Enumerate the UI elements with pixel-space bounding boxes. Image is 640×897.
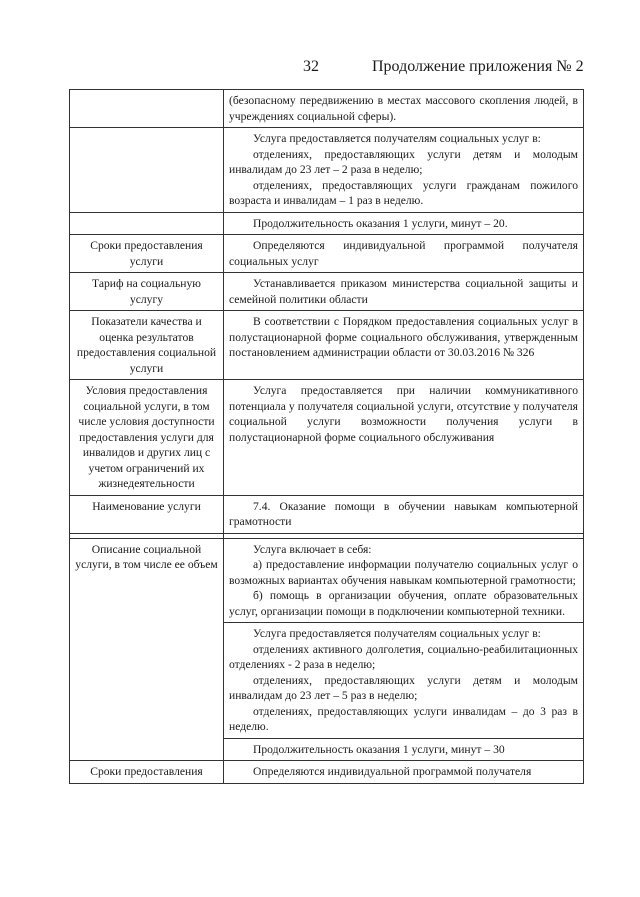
paragraph: а) предоставление информации получателю социальных услуг о возможных вариантах обучения навыкам компьютерной грамотности;: [229, 558, 578, 587]
paragraph: отделениях, предоставляющих услуги инвалидам – до 3 раз в неделю.: [229, 704, 578, 733]
paragraph: Услуга включает в себя:: [253, 542, 372, 556]
paragraph: Продолжительность оказания 1 услуги, минут – 30: [253, 742, 505, 756]
row-label-empty: [70, 212, 224, 235]
row-content: [224, 128, 584, 213]
table-row: [70, 128, 584, 213]
row-label: Тариф на социальную услугу: [70, 273, 224, 311]
row-label: Наименование услуги: [70, 495, 224, 533]
row-content: [224, 738, 584, 761]
table-row: [70, 311, 584, 380]
row-content: [224, 273, 584, 311]
row-content: [224, 311, 584, 380]
table-row: [70, 538, 584, 623]
row-label: Описание социальной услуги, в том числе ее объем: [70, 538, 224, 761]
paragraph: отделениях, предоставляющих услуги детям и молодым инвалидам до 23 лет – 2 раза в неделю;: [229, 147, 578, 176]
paragraph: Продолжительность оказания 1 услуги, минут – 20.: [253, 216, 508, 230]
row-label: Сроки предоставления: [70, 761, 224, 784]
row-content: [224, 380, 584, 496]
service-table: [69, 89, 584, 784]
paragraph: (безопасному передвижению в местах массового скопления людей, в учреждениях социальной сферы).: [229, 94, 578, 123]
table-row: [70, 495, 584, 533]
row-content: [224, 623, 584, 739]
paragraph: отделениях активного долголетия, социально-реабилитационных отделениях - 2 раза в неделю;: [229, 642, 578, 671]
row-label: Показатели качества и оценка результатов предоставления социальной услуги: [70, 311, 224, 380]
page-header-title: Продолжение приложения № 2: [372, 58, 584, 75]
row-label: Условия предоставления социальной услуги, в том числе условия доступности предоставления услуги для инвалидов и других лиц с учетом ограничений их жизнедеятельности: [70, 380, 224, 496]
table-row: [70, 235, 584, 273]
page-number: 32: [303, 58, 319, 75]
paragraph: 7.4. Оказание помощи в обучении навыкам компьютерной грамотности: [229, 499, 578, 528]
row-content: [224, 538, 584, 623]
table-row: [70, 90, 584, 128]
paragraph: В соответствии с Порядком предоставления социальных услуг в полустационарной форме социального обслуживания, утвержденным постановлением администрации области от 30.03.2016 № 326: [229, 315, 578, 359]
row-label: [70, 90, 224, 128]
row-content: [224, 212, 584, 235]
table-row: [70, 761, 584, 784]
table-row: [70, 380, 584, 496]
row-label-empty: [70, 128, 224, 213]
paragraph: б) помощь в организации обучения, оплате образовательных услуг, организации помощи в подключении компьютерной техники.: [229, 589, 578, 618]
paragraph: отделениях, предоставляющих услуги гражданам пожилого возраста и инвалидам – 1 раз в неделю.: [229, 178, 578, 207]
paragraph: отделениях, предоставляющих услуги детям и молодым инвалидам до 23 лет – 5 раз в неделю;: [229, 673, 578, 702]
paragraph: Устанавливается приказом министерства социальной защиты и семейной политики области: [229, 277, 578, 306]
table-row: [70, 273, 584, 311]
paragraph: Услуга предоставляется получателям социальных услуг в:: [253, 132, 541, 145]
paragraph: Услуга предоставляется при наличии коммуникативного потенциала у получателя социальной услуги, отсутствие у получателя социальной услуги возможности получения услуги в полустационарной форме социального обслуживания: [229, 384, 578, 444]
table-row: [70, 212, 584, 235]
row-content: [224, 235, 584, 273]
row-content: [224, 761, 584, 784]
paragraph: Определяются индивидуальной программой получателя: [253, 765, 532, 778]
paragraph: Услуга предоставляется получателям социальных услуг в:: [253, 627, 541, 640]
row-content: [224, 90, 584, 128]
row-label: Сроки предоставления услуги: [70, 235, 224, 273]
paragraph: Определяются индивидуальной программой получателя социальных услуг: [229, 239, 578, 268]
row-content: [224, 495, 584, 533]
